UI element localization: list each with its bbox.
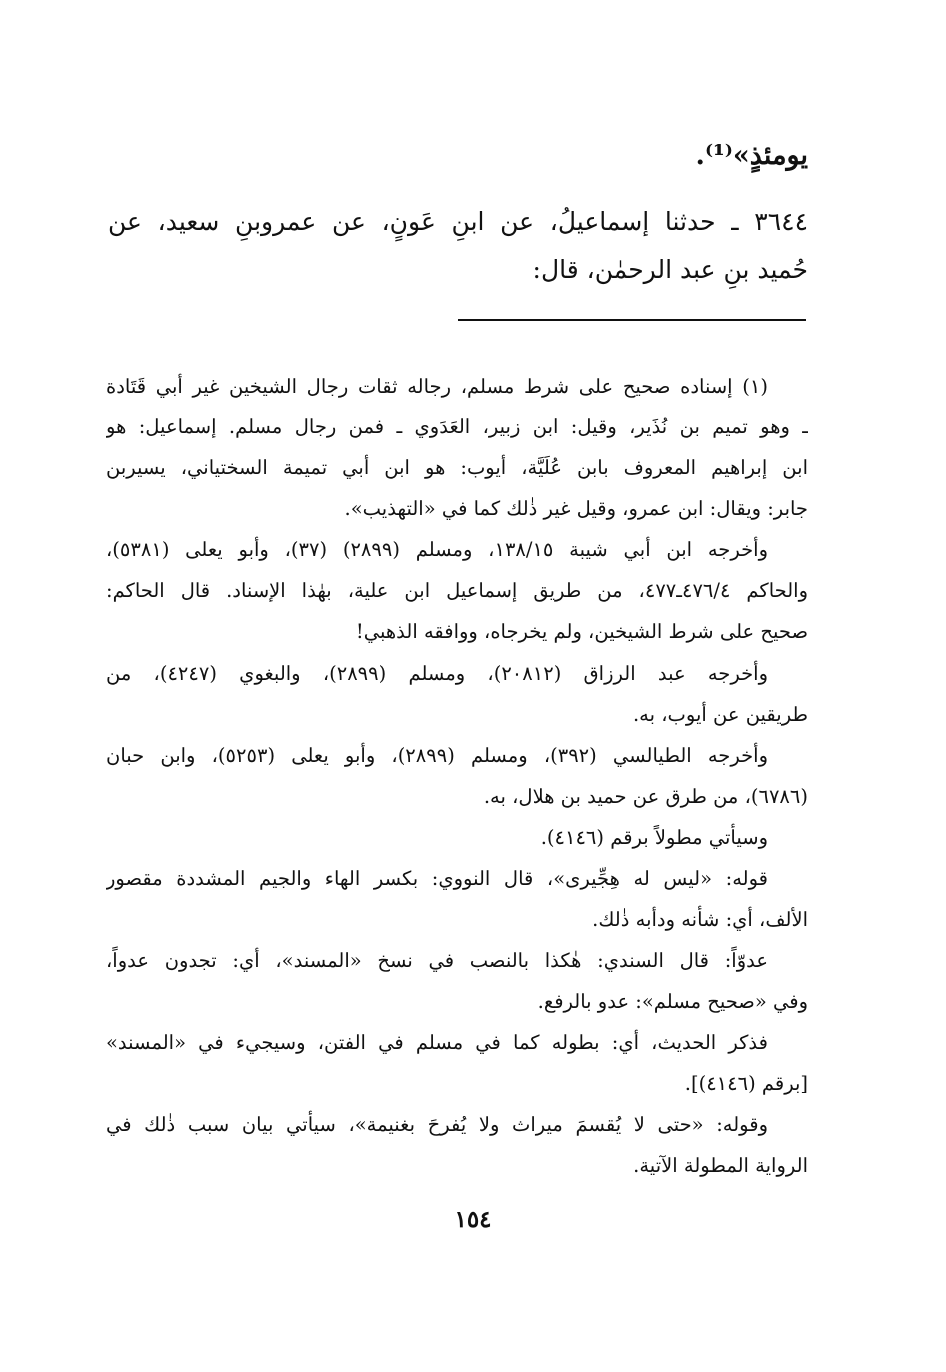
page-number: ١٥٤: [454, 1206, 492, 1233]
footnote-line: والحاكم ٤٧٦/٤ـ٤٧٧، من طريق إسماعيل ابن علية، بهٰذا الإسناد. قال الحاكم:: [106, 579, 808, 602]
hadith-line: ٣٦٤٤ ـ حدثنا إسماعيلُ، عن ابنِ عَونٍ، عن عمروبنِ سعيد، عن: [108, 207, 808, 236]
footnote-line: فذكر الحديث، أي: بطوله كما في مسلم في الفتن، وسيجيء في «المسند»: [106, 1031, 768, 1054]
continuation-line: يومئذٍ»⁽¹⁾.: [695, 140, 808, 171]
footnote-line: جابر: ويقال: ابن عمرو، وقيل غير ذٰلك كما في «التهذيب».: [344, 497, 808, 520]
footnote-line: طريقين عن أيوب، به.: [632, 703, 808, 726]
hadith-line: حُميد بنِ عبد الرحمٰن، قال:: [532, 255, 808, 284]
footnote-line: ـ وهو تميم بن نُذَير، وقيل: ابن زبير، العَدَوي ـ فمن رجال مسلم. إسماعيل: هو: [106, 415, 808, 438]
footnote-line: عدوّاً: قال السندي: هٰكذا بالنصب في نسخ «المسند»، أي: تجدون عدواً،: [106, 949, 768, 972]
footnote-line: وأخرجه الطيالسي (٣٩٢)، ومسلم (٢٨٩٩)، وأبو يعلى (٥٢٥٣)، وابن حبان: [106, 744, 768, 767]
footnote-line: قوله: «ليس له هِجِّيرى»، قال النووي: بكسر الهاء والجيم المشددة مقصور: [106, 867, 768, 890]
footnote-line: الألف، أي: شأنه ودأبه ذٰلك.: [592, 908, 808, 931]
footnote-line: صحيح على شرط الشيخين، ولم يخرجاه، ووافقه الذهبي!: [355, 620, 808, 643]
footnote-line: ابن إبراهيم المعروف بابن عُلَيَّة، أيوب: هو ابن أبي تميمة السختياني، يسيربن: [106, 456, 808, 479]
footnote-line: الرواية المطولة الآتية.: [633, 1154, 808, 1177]
footnote-line: وسيأتي مطولاً برقم (٤١٤٦).: [540, 826, 768, 849]
footnote-line: (١) إسناده صحيح على شرط مسلم، رجاله ثقات رجال الشيخين غير أبي قَتَادة: [106, 375, 768, 398]
footnote-separator: [458, 319, 806, 321]
hadith-paragraph: [108, 198, 808, 294]
footnote-line: وأخرجه عبد الرزاق (٢٠٨١٢)، ومسلم (٢٨٩٩)، والبغوي (٤٢٤٧)، من: [106, 662, 768, 685]
footnote-line: [برقم (٤١٤٦)].: [684, 1072, 808, 1095]
footnote-line: (٦٧٨٦)، من طرق عن حميد بن هلال، به.: [483, 785, 808, 808]
footnote-line: وقوله: «حتى لا يُقسمَ ميراث ولا يُفرحَ بغنيمة»، سيأتي بيان سبب ذٰلك في: [106, 1113, 768, 1136]
footnote-line: وأخرجه ابن أبي شيبة ١٣٨/١٥، ومسلم (٢٨٩٩) (٣٧)، وأبو يعلى (٥٣٨١)،: [106, 538, 768, 561]
footnote-line: وفي «صحيح مسلم»: عدو بالرفع.: [537, 990, 808, 1013]
